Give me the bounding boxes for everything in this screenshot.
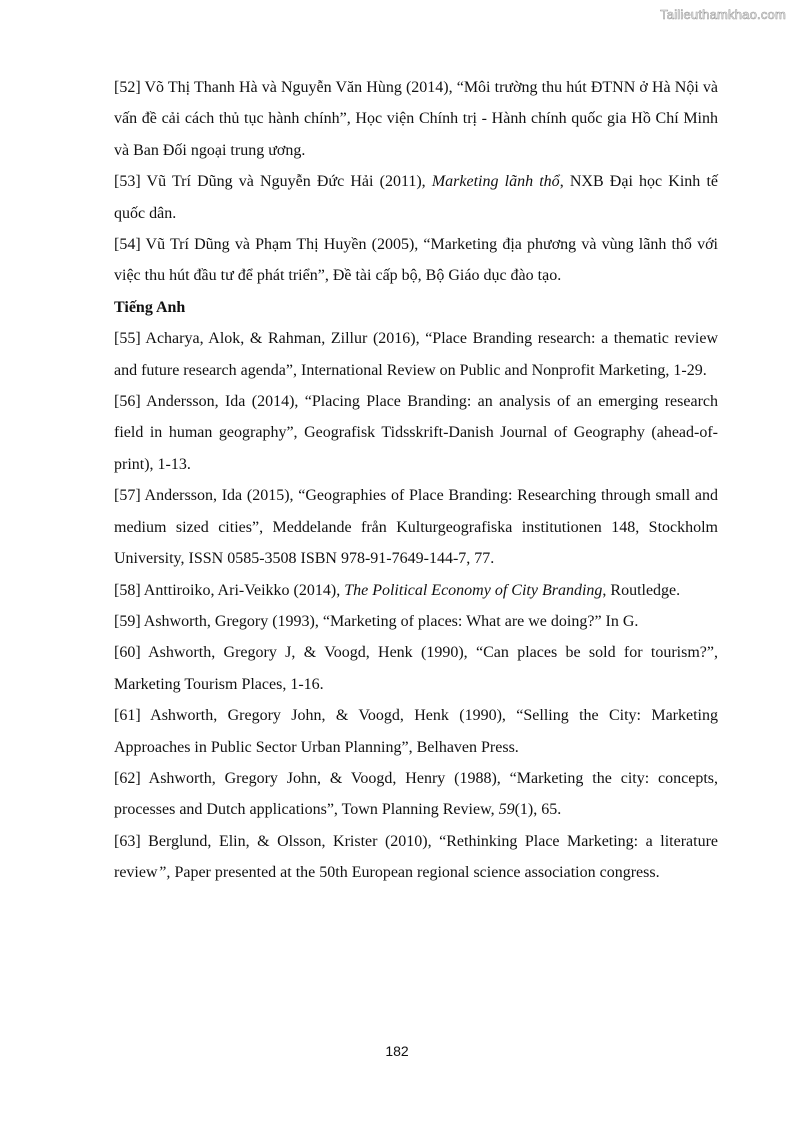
reference-55: [55] Acharya, Alok, & Rahman, Zillur (2016), “Place Branding research: a thematic review and future research agenda”, International Review on Public and Nonprofit Marketing, 1-29. xyxy=(114,330,718,379)
page-number: 182 xyxy=(385,1043,409,1059)
references-list xyxy=(114,72,718,889)
watermark-text: Tailieuthamkhao.com xyxy=(660,7,786,22)
reference-60: [60] Ashworth, Gregory J, & Voogd, Henk (1990), “Can places be sold for tourism?”, Marketing Tourism Places, 1-16. xyxy=(114,644,718,693)
section-heading-english: Tiếng Anh xyxy=(114,298,186,316)
reference-53: [53] Vũ Trí Dũng và Nguyễn Đức Hải (2011), Marketing lãnh thổ, NXB Đại học Kinh tế quốc dân. xyxy=(114,173,718,222)
reference-59: [59] Ashworth, Gregory (1993), “Marketing of places: What are we doing?” In G. xyxy=(114,612,639,630)
reference-57: [57] Andersson, Ida (2015), “Geographies of Place Branding: Researching through small and medium sized cities”, Meddelande från Kulturgeografiska institutionen 148, Stockholm University, ISSN 0585-3508 ISBN 978-91-7649-144-7, 77. xyxy=(114,487,718,568)
reference-62: [62] Ashworth, Gregory John, & Voogd, Henry (1988), “Marketing the city: concepts, processes and Dutch applications”, Town Planning Review, 59(1), 65. xyxy=(114,769,718,819)
reference-56: [56] Andersson, Ida (2014), “Placing Place Branding: an analysis of an emerging research field in human geography”, Geografisk Tidsskrift-Danish Journal of Geography (ahead-of-print), 1-13. xyxy=(114,393,718,473)
reference-61: [61] Ashworth, Gregory John, & Voogd, Henk (1990), “Selling the City: Marketing Approaches in Public Sector Urban Planning”, Belhaven Press. xyxy=(114,707,718,756)
reference-63: [63] Berglund, Elin, & Olsson, Krister (2010), “Rethinking Place Marketing: a literature review”, Paper presented at the 50th European regional science association congress. xyxy=(114,832,718,882)
reference-52: [52] Võ Thị Thanh Hà và Nguyễn Văn Hùng (2014), “Môi trường thu hút ĐTNN ở Hà Nội và vấn đề cải cách thủ tục hành chính”, Học viện Chính trị - Hành chính quốc gia Hồ Chí Minh và Ban Đối ngoại trung ương. xyxy=(114,79,718,159)
reference-58: [58] Anttiroiko, Ari-Veikko (2014), The Political Economy of City Branding, Routledge. xyxy=(114,581,681,599)
reference-54: [54] Vũ Trí Dũng và Phạm Thị Huyền (2005), “Marketing địa phương và vùng lãnh thổ với việc thu hút đầu tư để phát triển”, Đề tài cấp bộ, Bộ Giáo dục đào tạo. xyxy=(114,236,718,285)
